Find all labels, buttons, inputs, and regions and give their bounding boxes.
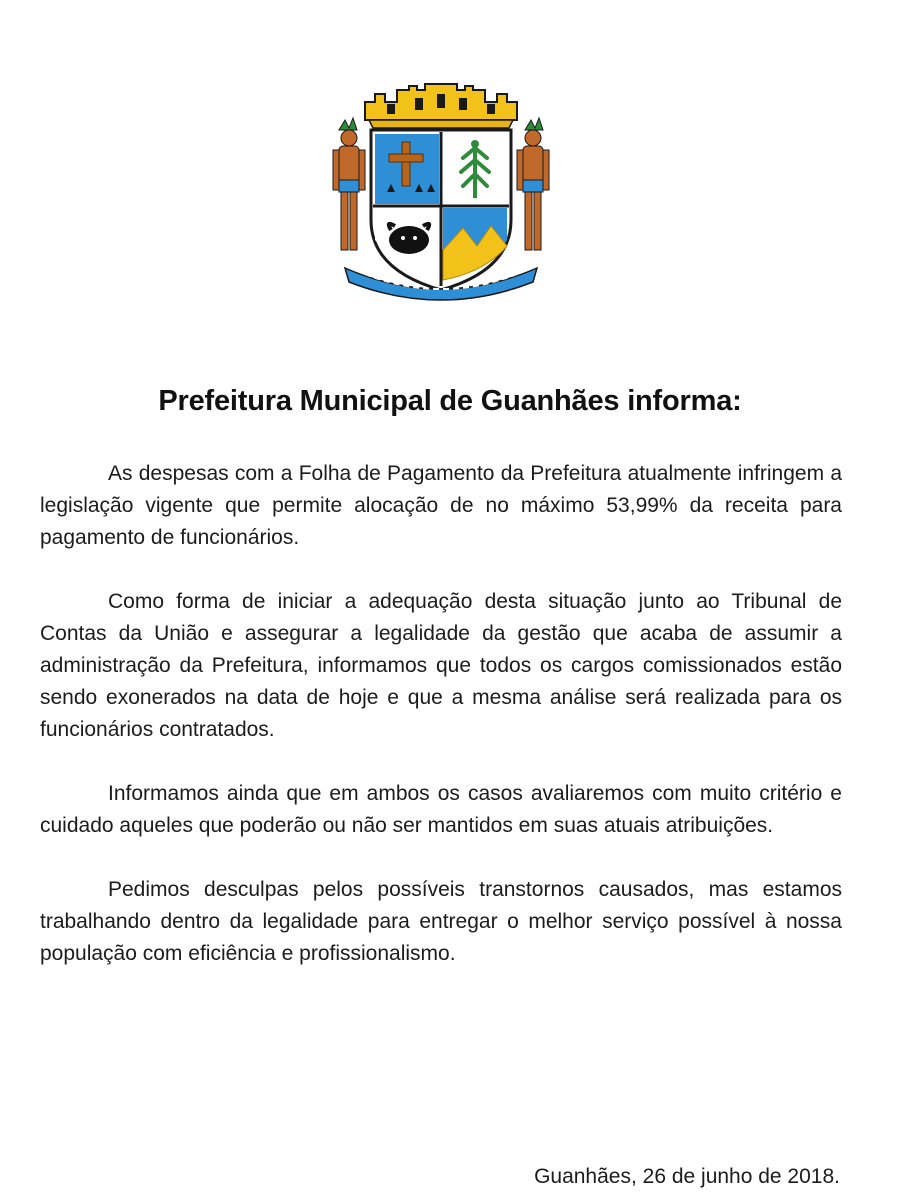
mural-crown	[365, 84, 517, 128]
right-figure	[517, 118, 549, 250]
paragraph-payroll: As despesas com a Folha de Pagamento da Prefeitura atualmente infringem a legislação vigente que permite alocação de no máximo 53,99% da receita para pagamento de funcionários.	[40, 462, 842, 549]
paragraph-evaluation: Informamos ainda que em ambos os casos avaliaremos com muito critério e cuidado aqueles que poderão ou não ser mantidos em suas atuais atribuições.	[40, 782, 842, 837]
paragraph-apology: Pedimos desculpas pelos possíveis transtornos causados, mas estamos trabalhando dentro da legalidade para entregar o melhor serviço possível à nossa população com eficiência e profissionalismo.	[40, 878, 842, 965]
page-title: Prefeitura Municipal de Guanhães informa:	[158, 385, 742, 417]
municipal-coat-of-arms-icon	[325, 80, 557, 302]
date-signature: Guanhães, 26 de junho de 2018.	[534, 1165, 840, 1188]
paragraph-dismissals: Como forma de iniciar a adequação desta situação junto ao Tribunal de Contas da União e assegurar a legalidade da gestão que acaba de assumir a administração da Prefeitura, informamos que todos os cargos comissionados estão sendo exonerados na data de hoje e que a mesma análise será realizada para os funcionários contratados.	[40, 590, 842, 741]
announcement-body	[40, 458, 842, 970]
left-figure	[333, 118, 365, 250]
